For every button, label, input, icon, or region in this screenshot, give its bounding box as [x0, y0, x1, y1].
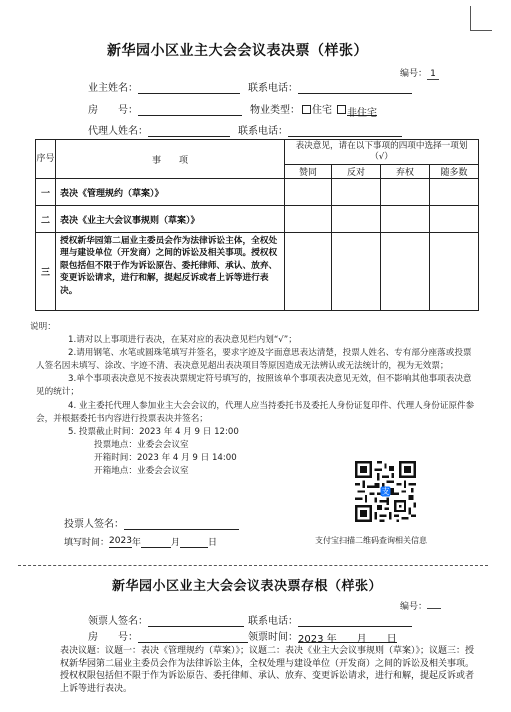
vote-cell-oppose[interactable]: [332, 179, 381, 206]
row-item: 授权新华园第二届业主委员会作为法律诉讼主体，全权处理与建设单位（开发商）之间的诉讼及相关事项。授权权限包括但不限于作为诉讼原告、委托律师、承认、放弃、变更诉讼请求，进行和解，提起反诉或者上诉等进行表决。: [56, 233, 285, 311]
choice-header-abstain: 弃权: [381, 165, 430, 179]
stub-title: 新华园小区业主大会会议表决票存根（样张）: [112, 579, 383, 594]
cut-line: [18, 565, 488, 566]
instructions-title: 说明：: [30, 322, 56, 332]
row-seq: 二: [36, 206, 56, 233]
vote-cell-approve[interactable]: [285, 179, 332, 206]
table-row: [36, 233, 479, 311]
stub-number-field[interactable]: [427, 598, 441, 609]
instruction-2: 2.请用钢笔、水笔或圆珠笔填写并签名，要求字迹及字面意思表达清楚，投票人姓名、专有部分座落或投票人签名因未填写、涂改、字迹不清、表决意见超出表决项目等原因造成无法辨认或无法统计的，视为无效票；: [36, 348, 472, 372]
instructions: [30, 321, 478, 478]
stub-receive-time: 2023 年 月 日: [298, 630, 397, 643]
owner-phone-field[interactable]: [298, 81, 412, 94]
instruction-5: 5. 投票截止时间：2023 年 4 月 9 日 12:00: [68, 426, 239, 437]
box-open-time: 开箱时间：2023 年 4 月 9 日 14:00: [94, 452, 237, 463]
vote-cell-follow-majority[interactable]: [430, 206, 479, 233]
row-seq: 一: [36, 179, 56, 206]
voter-sign-field[interactable]: [124, 517, 239, 530]
svg-text:支: 支: [381, 487, 390, 497]
ballot-title: 新华园小区业主大会会议表决票（样张）: [107, 43, 368, 59]
room-row: 房 号： 物业类型： 住宅 非住宅: [88, 105, 377, 119]
choice-header-oppose: 反对: [332, 165, 381, 179]
fill-day-field[interactable]: [180, 536, 208, 548]
vote-cell-follow-majority[interactable]: [430, 179, 479, 206]
vote-cell-abstain[interactable]: [381, 179, 430, 206]
residential-checkbox[interactable]: [302, 105, 311, 114]
stub-room-field[interactable]: [138, 630, 248, 643]
stub-receiver-row: 领票人签名： 联系电话：: [88, 612, 412, 627]
instruction-1: 1.请对以上事项进行表决，在某对应的表决意见栏内划“√”；: [68, 335, 297, 346]
crop-mark: [470, 30, 492, 31]
vote-cell-approve[interactable]: [285, 206, 332, 233]
agent-name-field[interactable]: [148, 124, 230, 137]
non-residential-checkbox[interactable]: [337, 105, 346, 114]
choice-header-follow-majority: 随多数: [430, 165, 479, 179]
stub-receiver-sign-field[interactable]: [148, 614, 244, 627]
table-row: [36, 179, 479, 206]
fill-month-field[interactable]: [141, 536, 171, 548]
agent-phone-field[interactable]: [288, 124, 402, 137]
stub-room-row: 房 号： 领票时间：2023 年 月 日: [88, 632, 397, 645]
box-open-location: 开箱地点：业委会会议室: [94, 466, 189, 477]
vote-location: 投票地点：业委会会议室: [94, 439, 189, 450]
table-row: [36, 206, 479, 233]
crop-mark: [470, 6, 471, 30]
qr-caption: 支付宝扫描二维码查询相关信息: [315, 536, 427, 545]
qr-code: [355, 461, 416, 522]
opinion-header: 表决意见，请在以下事项的四项中选择一项划（√）: [285, 140, 479, 165]
vote-cell-oppose[interactable]: [332, 206, 381, 233]
ballot-number: 编号： 1: [400, 66, 439, 80]
stub-phone-field[interactable]: [298, 614, 412, 627]
instruction-4: 4. 业主委托代理人参加业主大会会议的，代理人应当持委托书及委托人身份证复印件、代理人身份证原件参会，并根据委托书内容进行投票表决并签名；: [36, 400, 475, 424]
owner-name-field[interactable]: [138, 81, 240, 94]
owner-name-row: 业主姓名： 联系电话：: [88, 79, 412, 94]
vote-cell-abstain[interactable]: [381, 233, 430, 311]
choice-header-approve: 赞同: [285, 165, 332, 179]
vote-cell-follow-majority[interactable]: [430, 233, 479, 311]
agent-row: 代理人姓名： 联系电话：: [88, 122, 402, 137]
voter-sign-row: 投票人签名：: [64, 515, 239, 530]
row-seq: 三: [36, 233, 56, 311]
vote-cell-oppose[interactable]: [332, 233, 381, 311]
vote-table: [35, 139, 479, 311]
seq-header: 序号: [36, 140, 56, 179]
item-header: 事 项: [56, 140, 285, 179]
stub-number: 编号：: [400, 598, 441, 612]
room-field[interactable]: [138, 103, 242, 116]
stub-topics: 表决议题：议题一：表决《管理规约（草案）》；议题二：表决《业主大会议事规则（草案）》；议题三：授权新华园第二届业主委员会作为法律诉讼主体，全权处理与建设单位（开发商）之间的诉讼及相关事项。授权权限包括但不限于作为诉讼原告、委托律师、承认、放弃、变更诉讼请求，进行和解，提起反诉或者上诉等进行表决。: [60, 646, 475, 694]
fill-time-row: 填写时间：2023年 月 日: [64, 536, 217, 548]
row-item: 表决《管理规约（草案）》: [56, 179, 285, 206]
vote-cell-abstain[interactable]: [381, 206, 430, 233]
instruction-3: 3.单个事项表决意见不按表决票规定符号填写的，按照该单个事项表决意见无效，但不影响其他事项表决意见的统计；: [36, 374, 472, 398]
vote-cell-approve[interactable]: [285, 233, 332, 311]
ballot-number-value: 1: [427, 69, 439, 80]
row-item: 表决《业主大会议事规则（草案）》: [56, 206, 285, 233]
